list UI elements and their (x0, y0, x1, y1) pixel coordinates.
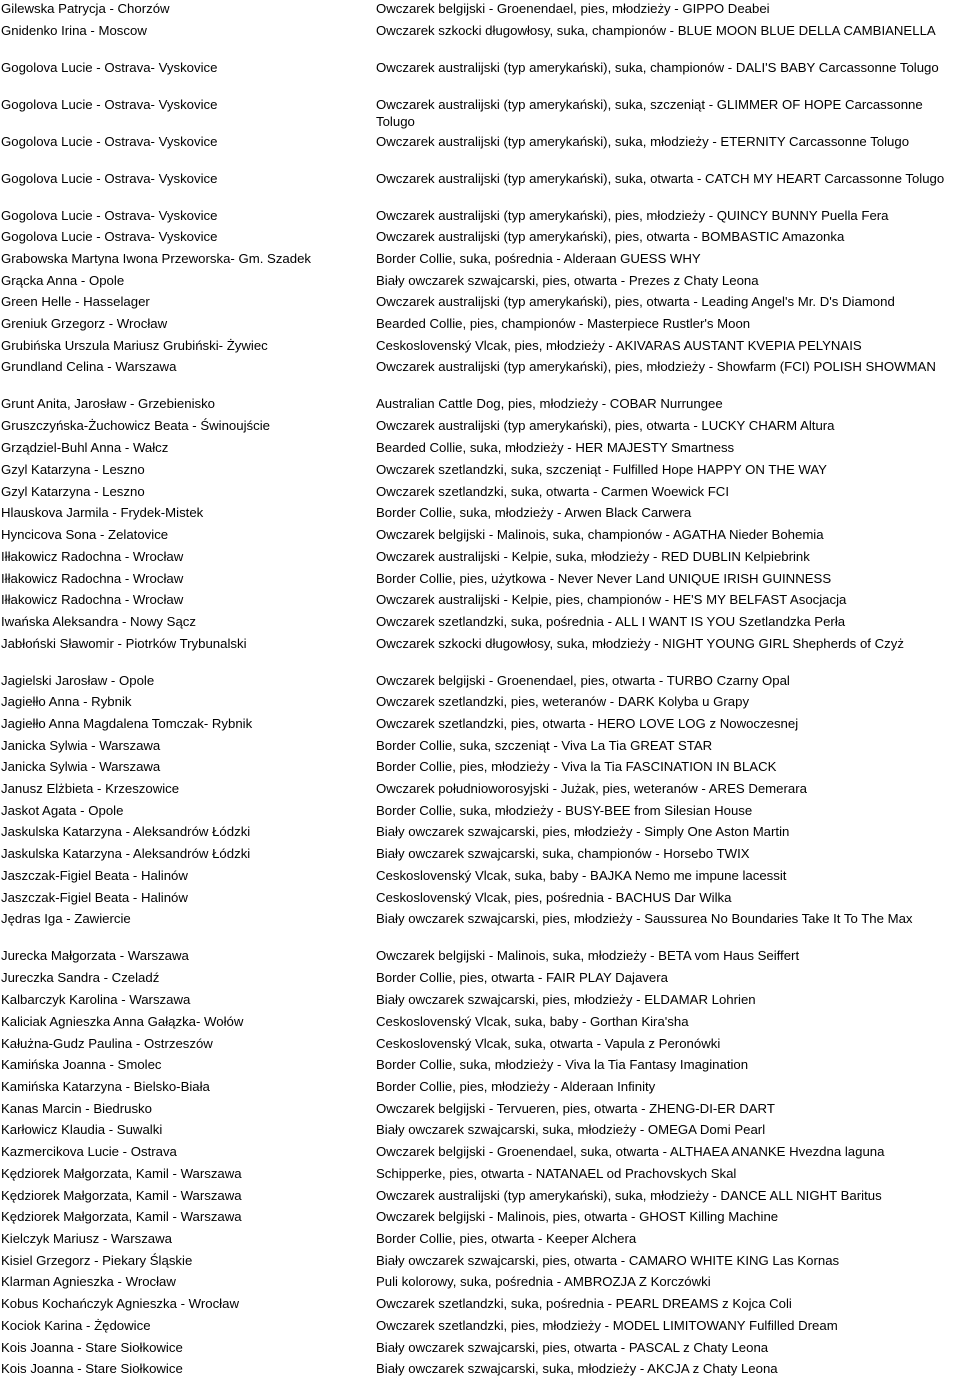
owner-name: Kazmercikova Lucie - Ostrava (1, 1144, 177, 1159)
owner-name: Kobus Kochańczyk Agnieszka - Wrocław (1, 1296, 239, 1311)
owner-name: Iłłakowicz Radochna - Wrocław (1, 571, 184, 586)
dog-entry: Ceskoslovenský Vlcak, suka, otwarta - Vapula z Peronówki (376, 1036, 721, 1051)
dog-entry: Puli kolorowy, suka, pośrednia - AMBROZJA Z Korczówki (376, 1274, 711, 1289)
owner-name: Gnidenko Irina - Moscow (1, 23, 147, 38)
dog-entry: Border Collie, suka, młodzieży - BUSY-BEE from Silesian House (376, 803, 753, 818)
owner-name: Iłłakowicz Radochna - Wrocław (1, 549, 184, 564)
dog-entry: Biały owczarek szwajcarski, pies, otwarta - PASCAL z Chaty Leona (376, 1340, 769, 1355)
dog-entry: Border Collie, suka, młodzieży - Arwen Black Carwera (376, 505, 692, 520)
dog-entry: Owczarek szkocki długowłosy, suka, championów - BLUE MOON BLUE DELLA CAMBIANELLA (376, 23, 936, 38)
dog-entry: Owczarek belgijski - Malinois, suka, młodzieży - BETA vom Haus Seiffert (376, 948, 800, 963)
owner-name: Kędziorek Małgorzata, Kamil - Warszawa (1, 1209, 242, 1224)
owner-name: Gruszczyńska-Żuchowicz Beata - Świnoujście (1, 418, 270, 433)
dog-entry: Owczarek szetlandzki, pies, weteranów - DARK Kolyba u Grapy (376, 694, 750, 709)
owner-name: Jagiełło Anna Magdalena Tomczak- Rybnik (1, 716, 253, 731)
dog-entry: Ceskoslovenský Vlcak, suka, baby - BAJKA Nemo me impune lacessit (376, 868, 787, 883)
dog-entry: Owczarek australijski (typ amerykański), suka, otwarta - CATCH MY HEART Carcassonne Tolugo (376, 171, 945, 186)
dog-entry: Ceskoslovenský Vlcak, pies, pośrednia - BACHUS Dar Wilka (376, 890, 732, 905)
owner-name: Iłłakowicz Radochna - Wrocław (1, 592, 184, 607)
dog-entry: Owczarek australijski - Kelpie, pies, championów - HE'S MY BELFAST Asocjacja (376, 592, 847, 607)
dog-entry: Owczarek belgijski - Malinois, suka, championów - AGATHA Nieder Bohemia (376, 527, 824, 542)
dog-entry: Owczarek belgijski - Groenendael, suka, otwarta - ALTHAEA ANANKE Hvezdna laguna (376, 1144, 885, 1159)
dog-entry: Border Collie, pies, młodzieży - Viva la Tia FASCINATION IN BLACK (376, 759, 777, 774)
dog-entry: Biały owczarek szwajcarski, suka, młodzieży - OMEGA Domi Pearl (376, 1122, 766, 1137)
owner-name: Jabłoński Sławomir - Piotrków Trybunalski (1, 636, 247, 651)
dog-entry: Owczarek australijski - Kelpie, suka, młodzieży - RED DUBLIN Kelpiebrink (376, 549, 810, 564)
owner-name: Gogolova Lucie - Ostrava- Vyskovice (1, 171, 218, 186)
owner-name: Hyncicova Sona - Zelatovice (1, 527, 169, 542)
dog-entry: Border Collie, pies, użytkowa - Never Never Land UNIQUE IRISH GUINNESS (376, 571, 832, 586)
dog-entry: Owczarek szetlandzki, suka, szczeniąt - Fulfilled Hope HAPPY ON THE WAY (376, 462, 827, 477)
owner-name: Gogolova Lucie - Ostrava- Vyskovice (1, 229, 218, 244)
owner-name: Kamińska Joanna - Smolec (1, 1057, 162, 1072)
dog-entry: Border Collie, pies, otwarta - Keeper Alchera (376, 1231, 637, 1246)
owner-name: Grządziel-Buhl Anna - Wałcz (1, 440, 169, 455)
owner-name: Jagielski Jarosław - Opole (1, 673, 155, 688)
owner-name: Gogolova Lucie - Ostrava- Vyskovice (1, 208, 218, 223)
owner-name: Jaskulska Katarzyna - Aleksandrów Łódzki (1, 846, 251, 861)
owner-name: Iwańska Aleksandra - Nowy Sącz (1, 614, 196, 629)
owner-name: Grundland Celina - Warszawa (1, 359, 177, 374)
dog-entry: Biały owczarek szwajcarski, pies, młodzieży - Saussurea No Boundaries Take It To The Max (376, 911, 913, 926)
dog-entry: Biały owczarek szwajcarski, suka, championów - Horsebo TWIX (376, 846, 750, 861)
owner-name: Jaskot Agata - Opole (1, 803, 124, 818)
dog-entry: Owczarek australijski (typ amerykański), suka, młodzieży - ETERNITY Carcassonne Tolugo (376, 134, 910, 149)
dog-entry: Schipperke, pies, otwarta - NATANAEL od Prachovskych Skal (376, 1166, 737, 1181)
owner-name: Jędras Iga - Zawiercie (1, 911, 131, 926)
owner-name: Kisiel Grzegorz - Piekary Śląskie (1, 1253, 193, 1268)
dog-entry: Owczarek australijski (typ amerykański), pies, otwarta - BOMBASTIC Amazonka (376, 229, 845, 244)
owner-name: Green Helle - Hasselager (1, 294, 150, 309)
owner-name: Gzyl Katarzyna - Leszno (1, 484, 145, 499)
dog-entry: Owczarek australijski (typ amerykański), pies, otwarta - Leading Angel's Mr. D's Diamond (376, 294, 895, 309)
dog-entry: Owczarek belgijski - Groenendael, pies, otwarta - TURBO Czarny Opal (376, 673, 790, 688)
dog-entry: Border Collie, suka, pośrednia - Alderaan GUESS WHY (376, 251, 701, 266)
dog-entry: Border Collie, suka, szczeniąt - Viva La Tia GREAT STAR (376, 738, 713, 753)
owner-name: Gogolova Lucie - Ostrava- Vyskovice (1, 97, 218, 112)
dog-entry: Border Collie, pies, otwarta - FAIR PLAY Dajavera (376, 970, 668, 985)
owner-name: Greniuk Grzegorz - Wrocław (1, 316, 168, 331)
owner-name: Kaliciak Agnieszka Anna Gałązka- Wołów (1, 1014, 244, 1029)
owner-name: Grącka Anna - Opole (1, 273, 125, 288)
dog-entry: Border Collie, suka, młodzieży - Viva la Tia Fantasy Imagination (376, 1057, 749, 1072)
owner-name: Grunt Anita, Jarosław - Grzebienisko (1, 396, 216, 411)
dog-entry: Australian Cattle Dog, pies, młodzieży - COBAR Nurrungee (376, 396, 723, 411)
owner-name: Gogolova Lucie - Ostrava- Vyskovice (1, 134, 218, 149)
dog-entry: Owczarek australijski (typ amerykański), pies, otwarta - LUCKY CHARM Altura (376, 418, 835, 433)
owner-name: Kędziorek Małgorzata, Kamil - Warszawa (1, 1166, 242, 1181)
owner-name: Gogolova Lucie - Ostrava- Vyskovice (1, 60, 218, 75)
owner-name: Klarman Agnieszka - Wrocław (1, 1274, 176, 1289)
owner-name: Kielczyk Mariusz - Warszawa (1, 1231, 172, 1246)
owner-name: Jurecka Małgorzata - Warszawa (1, 948, 189, 963)
owner-name: Janusz Elżbieta - Krzeszowice (1, 781, 180, 796)
dog-entry: Owczarek australijski (typ amerykański), pies, młodzieży - QUINCY BUNNY Puella Fera (376, 208, 889, 223)
owner-name: Jaszczak-Figiel Beata - Halinów (1, 890, 188, 905)
owner-name: Janicka Sylwia - Warszawa (1, 738, 161, 753)
dog-entry: Owczarek australijski (typ amerykański), suka, szczeniąt - GLIMMER OF HOPE Carcassonne Tolugo (376, 97, 923, 129)
owner-name: Janicka Sylwia - Warszawa (1, 759, 161, 774)
dog-entry: Owczarek australijski (typ amerykański), suka, młodzieży - DANCE ALL NIGHT Baritus (376, 1188, 882, 1203)
dog-entry: Owczarek szetlandzki, suka, pośrednia - PEARL DREAMS z Kojca Coli (376, 1296, 792, 1311)
dog-entry: Bearded Collie, suka, młodzieży - HER MAJESTY Smartness (376, 440, 735, 455)
owner-name: Jaszczak-Figiel Beata - Halinów (1, 868, 188, 883)
owner-name: Kamińska Katarzyna - Bielsko-Biała (1, 1079, 210, 1094)
dog-entry: Border Collie, pies, młodzieży - Alderaan Infinity (376, 1079, 656, 1094)
dog-entry: Biały owczarek szwajcarski, pies, młodzieży - ELDAMAR Lohrien (376, 992, 756, 1007)
dog-entry: Biały owczarek szwajcarski, pies, otwarta - CAMARO WHITE KING Las Kornas (376, 1253, 840, 1268)
dog-entry: Owczarek szetlandzki, suka, otwarta - Carmen Woewick FCI (376, 484, 729, 499)
dog-entry: Owczarek belgijski - Groenendael, pies, młodzieży - GIPPO Deabei (376, 1, 770, 16)
owner-name: Gilewska Patrycja - Chorzów (1, 1, 170, 16)
dog-entry: Owczarek szkocki długowłosy, suka, młodzieży - NIGHT YOUNG GIRL Shepherds of Czyż (376, 636, 904, 651)
owner-name: Kędziorek Małgorzata, Kamil - Warszawa (1, 1188, 242, 1203)
owner-name: Jaskulska Katarzyna - Aleksandrów Łódzki (1, 824, 251, 839)
owner-name: Kois Joanna - Stare Siołkowice (1, 1361, 183, 1376)
owner-name: Grabowska Martyna Iwona Przeworska- Gm. Szadek (1, 251, 312, 266)
dog-entry: Biały owczarek szwajcarski, suka, młodzieży - AKCJA z Chaty Leona (376, 1361, 778, 1376)
owner-name: Hlauskova Jarmila - Frydek-Mistek (1, 505, 204, 520)
dog-entry: Ceskoslovenský Vlcak, suka, baby - Gorthan Kira'sha (376, 1014, 689, 1029)
owner-name: Kociok Karina - Żędowice (1, 1318, 151, 1333)
owner-name: Gzyl Katarzyna - Leszno (1, 462, 145, 477)
dog-entry: Owczarek australijski (typ amerykański), suka, championów - DALI'S BABY Carcassonne Tolugo (376, 60, 939, 75)
dog-entry: Owczarek belgijski - Tervueren, pies, otwarta - ZHENG-DI-ER DART (376, 1101, 775, 1116)
dog-entry: Owczarek szetlandzki, pies, otwarta - HERO LOVE LOG z Nowoczesnej (376, 716, 799, 731)
owner-name: Karłowicz Klaudia - Suwalki (1, 1122, 163, 1137)
dog-entry: Biały owczarek szwajcarski, pies, młodzieży - Simply One Aston Martin (376, 824, 790, 839)
dog-entry: Owczarek belgijski - Malinois, pies, otwarta - GHOST Killing Machine (376, 1209, 779, 1224)
owner-name: Jagiełło Anna - Rybnik (1, 694, 132, 709)
owner-name: Grubińska Urszula Mariusz Grubiński- Żywiec (1, 338, 268, 353)
owner-name: Kanas Marcin - Biedrusko (1, 1101, 152, 1116)
dog-entry: Ceskoslovenský Vlcak, pies, młodzieży - AKIVARAS AUSTANT KVEPIA PELYNAIS (376, 338, 862, 353)
owner-name: Jureczka Sandra - Czeladź (1, 970, 160, 985)
dog-entry: Biały owczarek szwajcarski, pies, otwarta - Prezes z Chaty Leona (376, 273, 759, 288)
owner-name: Kalbarczyk Karolina - Warszawa (1, 992, 191, 1007)
dog-entry: Owczarek szetlandzki, pies, młodzieży - MODEL LIMITOWANY Fulfilled Dream (376, 1318, 838, 1333)
dog-entry: Bearded Collie, pies, championów - Masterpiece Rustler's Moon (376, 316, 751, 331)
dog-entry: Owczarek szetlandzki, suka, pośrednia - ALL I WANT IS YOU Szetlandzka Perła (376, 614, 846, 629)
owner-name: Kois Joanna - Stare Siołkowice (1, 1340, 183, 1355)
owner-name: Kałużna-Gudz Paulina - Ostrzeszów (1, 1036, 213, 1051)
dog-entry: Owczarek południoworosyjski - Jużak, pies, weteranów - ARES Demerara (376, 781, 807, 796)
dog-entry: Owczarek australijski (typ amerykański), pies, młodzieży - Showfarm (FCI) POLISH SHOWMAN (376, 359, 936, 374)
